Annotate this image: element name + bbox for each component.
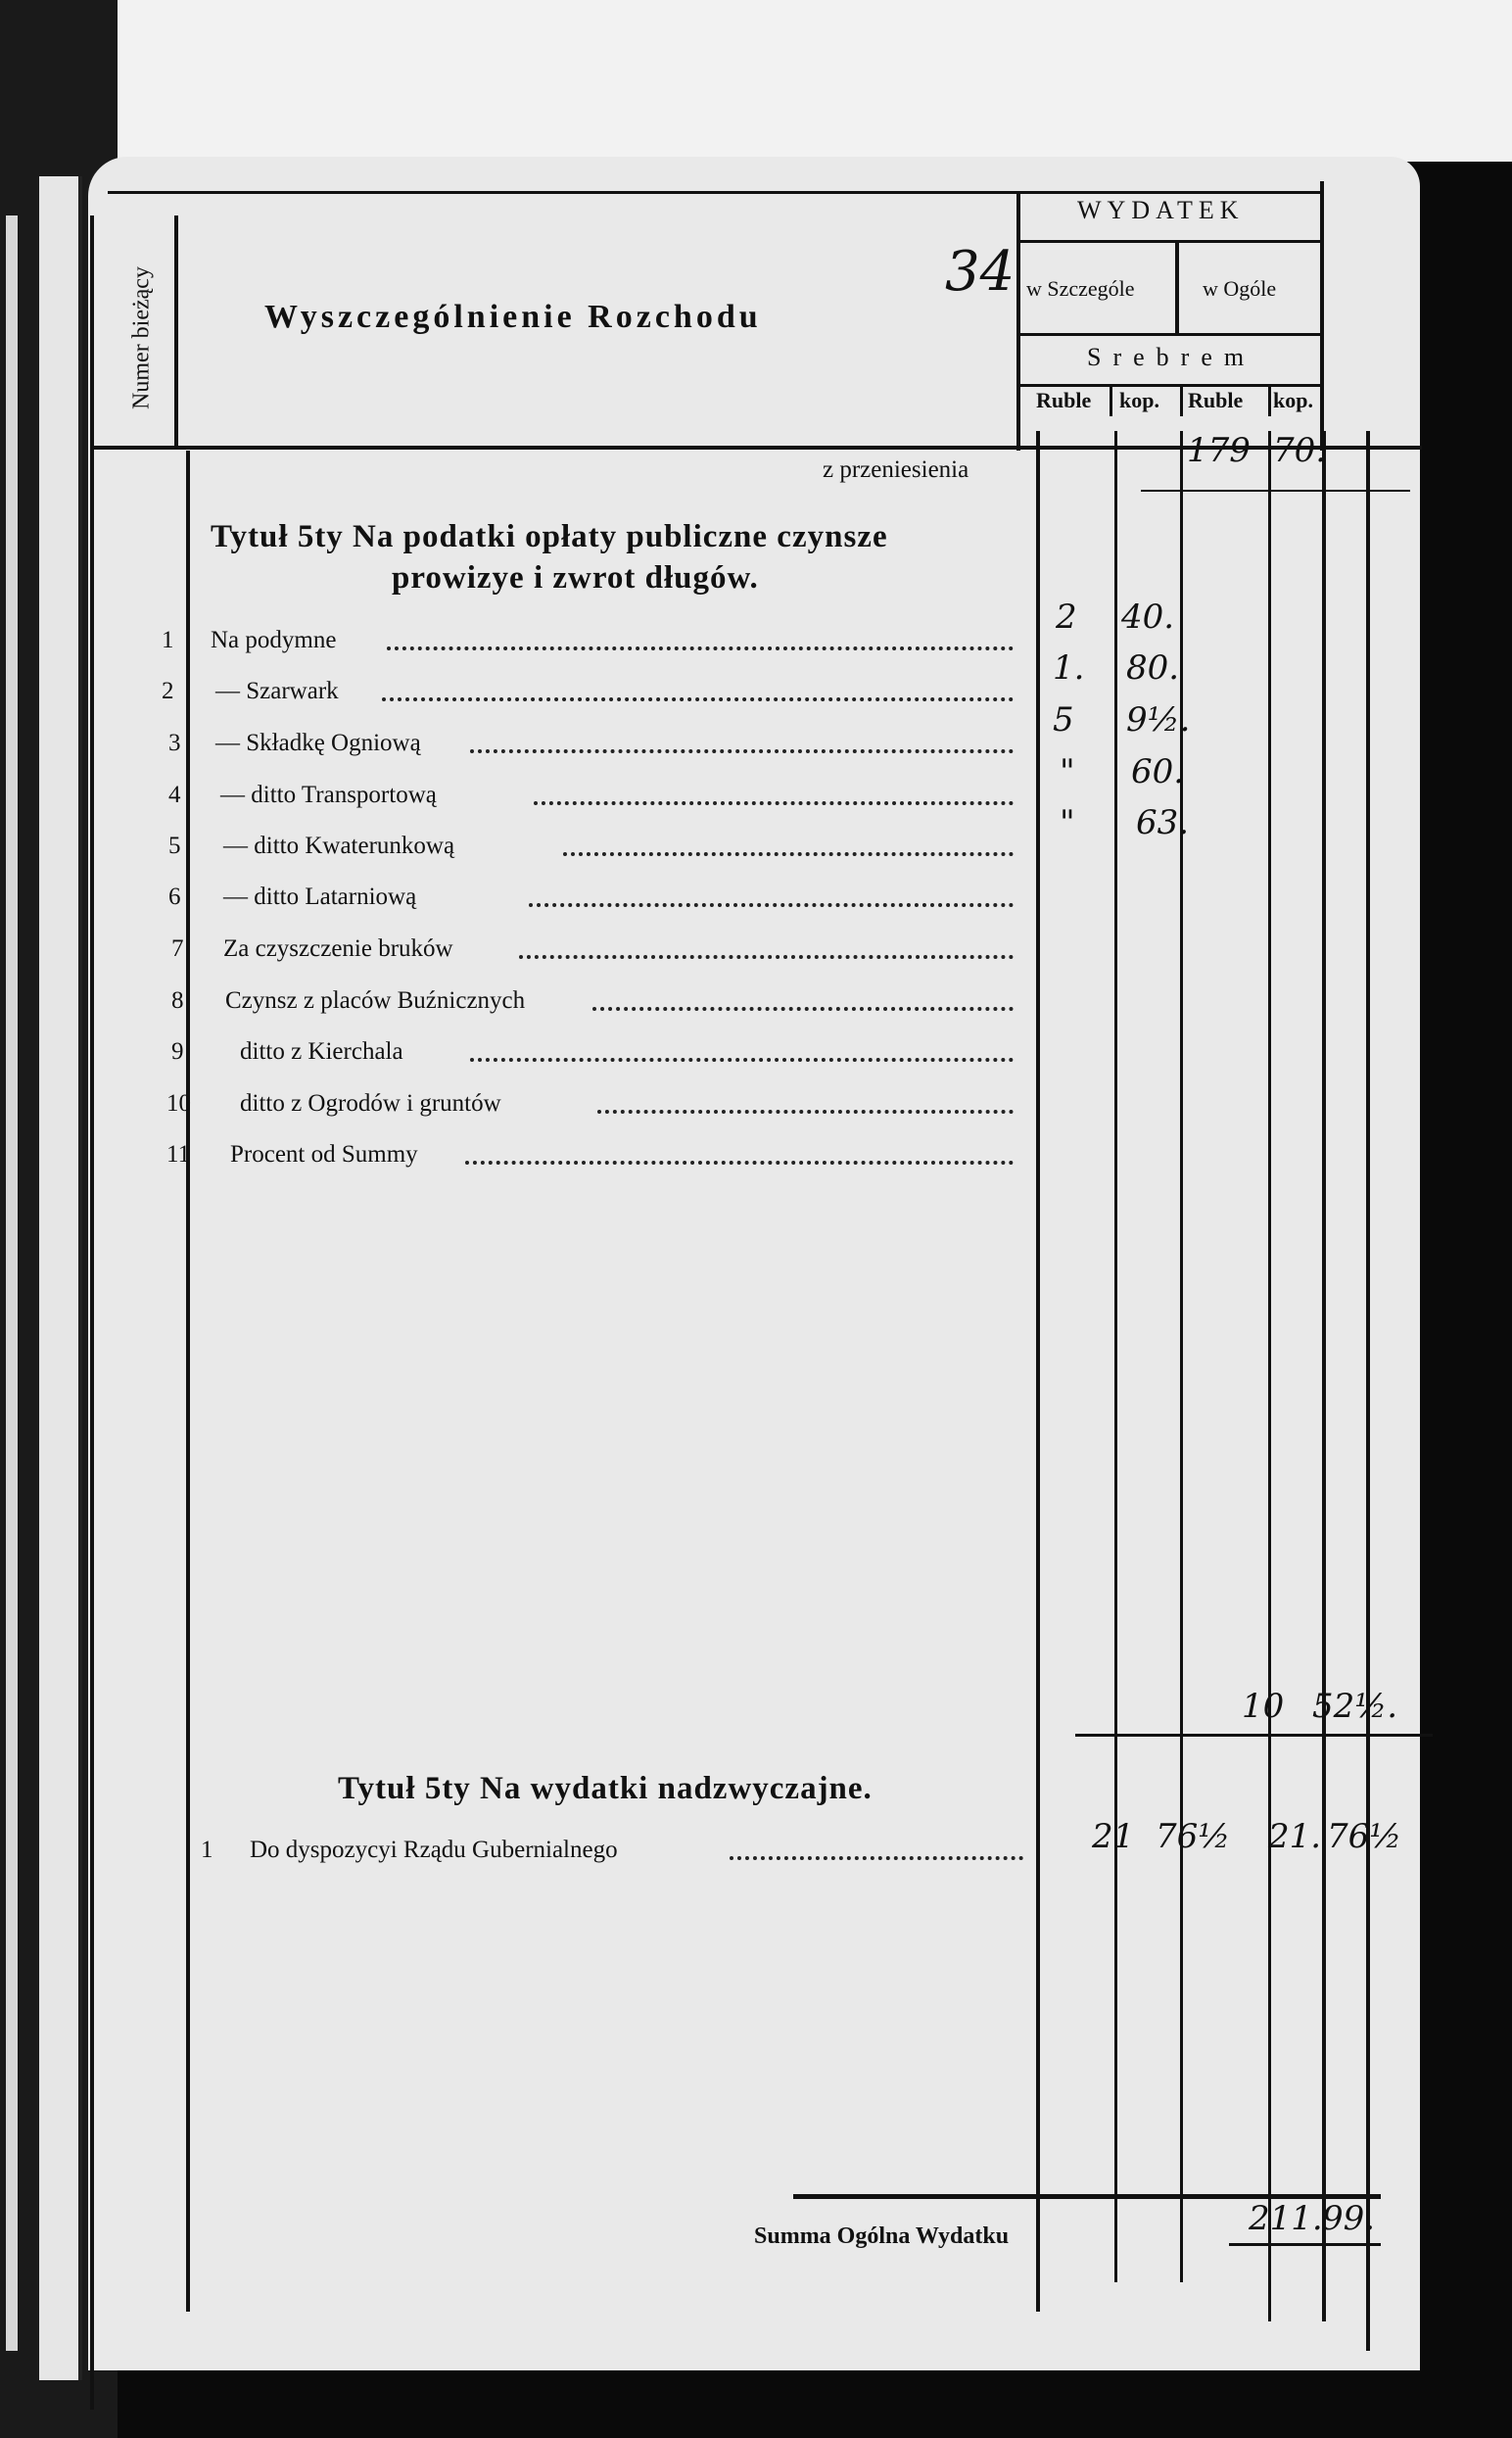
leader-dots: [597, 1110, 1014, 1114]
ruble-value: 1.: [1053, 648, 1085, 688]
page-title: Wyszczególnienie Rozchodu: [264, 299, 762, 335]
top-rule: [108, 191, 1322, 194]
row-label: — ditto Transportową: [220, 782, 437, 808]
ruble-value: 5: [1053, 700, 1074, 740]
row-label: ditto z Kierchala: [240, 1038, 403, 1065]
row-label: ditto z Ogrodów i gruntów: [240, 1090, 501, 1117]
leader-dots: [465, 1161, 1014, 1165]
leader-dots: [563, 852, 1014, 856]
wydatek-header: WYDATEK: [1077, 196, 1245, 224]
ruble-value: 21: [1092, 1817, 1135, 1856]
carry-forward-label: z przeniesienia: [823, 456, 969, 483]
row-number: 5: [168, 833, 181, 859]
leader-dots: [470, 749, 1014, 753]
row-number-divider: [186, 451, 190, 2312]
row-number: 1: [162, 627, 174, 653]
header-divider: [1268, 387, 1271, 416]
summary-label: Summa Ogólna Wydatku: [754, 2223, 1010, 2249]
leader-dots: [387, 646, 1014, 650]
row-number: 9: [171, 1038, 184, 1065]
amount-column-divider: [1322, 431, 1326, 2321]
row-number: 8: [171, 987, 184, 1014]
leader-dots: [470, 1058, 1014, 1062]
row-number: 2: [162, 678, 174, 704]
ruble-value: ": [1060, 752, 1075, 791]
row-number: 4: [168, 782, 181, 808]
page-edge: [39, 176, 82, 2380]
ruble-value: 2: [1056, 598, 1077, 637]
kop-value: 80.: [1126, 648, 1180, 688]
row-label: — Szarwark: [215, 678, 339, 704]
page-edge: [6, 215, 18, 2351]
wydatek-left-border: [1016, 191, 1020, 451]
row-label: Procent od Summy: [230, 1141, 418, 1168]
row-label: — ditto Kwaterunkową: [223, 833, 455, 859]
wydatek-rule: [1018, 240, 1322, 243]
section1-total-kop: 52½.: [1312, 1687, 1398, 1726]
section1-total-ruble: 10: [1242, 1687, 1285, 1726]
page-number: 34: [945, 240, 1016, 304]
kop-value: 60.: [1131, 752, 1185, 791]
row-number: 11: [166, 1141, 191, 1168]
numer-biezacy-header: Numer bieżący: [128, 266, 155, 409]
kop-value: 63.: [1136, 803, 1190, 842]
srebrem-header: Srebrem: [1087, 343, 1256, 371]
srebrem-rule: [1018, 384, 1322, 387]
summary-underline: [1229, 2243, 1381, 2246]
row-number: 7: [171, 935, 184, 962]
amount-column-divider: [1036, 431, 1040, 2312]
amount-column-divider: [1366, 431, 1370, 2351]
scan-background: [108, 0, 1512, 162]
amount-column-divider: [1268, 431, 1271, 2321]
left-border: [90, 215, 94, 2410]
header-divider: [1180, 387, 1183, 416]
row-number: 3: [168, 730, 181, 756]
row-label: Czynsz z placów Buźnicznych: [225, 987, 526, 1014]
leader-dots: [382, 697, 1014, 701]
row-number: 10: [166, 1090, 191, 1117]
kop-header: kop.: [1273, 388, 1313, 412]
section2-title: Tytuł 5ty Na wydatki nadzwyczajne.: [338, 1771, 873, 1806]
kop-value: 40.: [1121, 598, 1175, 637]
kop-total-value: 76½: [1327, 1817, 1402, 1856]
section1-title: Tytuł 5ty Na podatki opłaty publiczne czynsze: [211, 519, 888, 554]
w-ogole-header: w Ogóle: [1203, 276, 1277, 301]
leader-dots: [529, 903, 1014, 907]
kop-value: 9½.: [1126, 700, 1191, 740]
row-number: 6: [168, 884, 181, 910]
row-label: Na podymne: [211, 627, 337, 653]
leader-dots: [534, 801, 1014, 805]
ruble-total-value: 21.: [1268, 1817, 1322, 1856]
header-divider: [1175, 243, 1179, 333]
section1-title: prowizye i zwrot długów.: [392, 560, 759, 596]
ruble-value: ": [1060, 803, 1075, 842]
row-label: — Składkę Ogniową: [215, 730, 421, 756]
kop-header: kop.: [1119, 388, 1159, 412]
leader-dots: [519, 955, 1014, 959]
ledger-sheet: [88, 157, 1420, 2370]
summary-kop: 99.: [1322, 2199, 1376, 2238]
ruble-header: Ruble: [1036, 388, 1092, 412]
summary-ruble: 211.: [1249, 2199, 1323, 2238]
carry-forward-kop: 70.: [1273, 431, 1327, 470]
kop-value: 76½: [1156, 1817, 1231, 1856]
carry-forward-underline: [1141, 490, 1410, 492]
leader-dots: [730, 1856, 1023, 1860]
section1-total-rule: [1075, 1734, 1433, 1737]
leader-dots: [592, 1007, 1014, 1011]
carry-forward-ruble: 179: [1187, 431, 1251, 470]
amount-column-divider: [1114, 431, 1117, 2282]
row-label: — ditto Latarniową: [223, 884, 417, 910]
ruble-header: Ruble: [1188, 388, 1244, 412]
szczegole-rule: [1018, 333, 1322, 336]
wydatek-right-border: [1320, 181, 1324, 451]
header-divider: [1110, 387, 1112, 416]
row-label: Za czyszczenie bruków: [223, 935, 453, 962]
row-label: Do dyspozycyi Rządu Gubernialnego: [250, 1837, 618, 1863]
w-szczegole-header: w Szczególe: [1026, 276, 1135, 301]
row-number: 1: [201, 1837, 213, 1863]
